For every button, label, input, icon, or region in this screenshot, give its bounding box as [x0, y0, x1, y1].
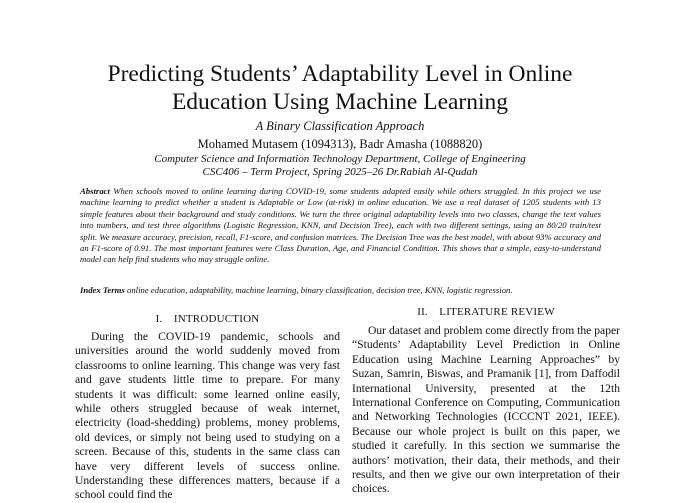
- section-heading-introduction: I. INTRODUCTION: [155, 313, 260, 325]
- title-line-1: Predicting Students’ Adaptability Level in Online: [107, 61, 573, 87]
- title-line-2: Education Using Machine Learning: [171, 89, 509, 115]
- paper-title: [40, 60, 640, 116]
- index-terms: [80, 285, 601, 296]
- index-terms-text: online education, adaptability, machine learning, binary classification, decision tree, KNN, logistic regression.: [124, 285, 513, 295]
- abstract: [80, 186, 601, 266]
- paper-authors: Mohamed Mutasem (1094313), Badr Amasha (1088820): [197, 137, 483, 151]
- introduction-paragraph: During the COVID-19 pandemic, schools and universities around the world suddenly moved from classrooms to online learning. This change was very fast and gave students little time to prepare. For many students it was difficult: some learned online easily, while others struggled because of weak internet, electricity (load-shedding) problems, money problems, old devices, or simply not being used to studying on a screen. Because of this, students in the same class can have very different levels of success online. Understanding these differences matters, because if a school could find the: [75, 330, 340, 502]
- paper-affiliation: [40, 153, 640, 179]
- abstract-label: Abstract: [80, 186, 110, 196]
- affiliation-line-1: Computer Science and Information Technology Department, College of Engineering: [154, 153, 526, 165]
- abstract-text: When schools moved to online learning during COVID-19, some students adapted easily while others struggled. In this project we use machine learning to predict whether a student is Adaptable or Low (at-risk) in online education. We use a real dataset of 1205 students with 13 simple features about their background and study conditions. We turn the three original adaptability levels into two classes, change the text values into numbers, and test three algorithms (Logistic Regression, KNN, and Decision Tree), each with two different settings, using an 80/20 train/test split. We measure accuracy, precision, recall, F1-score, and confusion matrices. The Decision Tree was the best model, with about 93% accuracy and an F1-score of 0.91. The most important features were Class Duration, Age, and Financial Condition. This shows that a simple, easy-to-understand model can help find students who may struggle online.: [80, 186, 601, 265]
- paper-subtitle: A Binary Classification Approach: [255, 119, 425, 133]
- affiliation-line-2: CSC406 – Term Project, Spring 2025–26 Dr.Rabiah Al-Qudah: [202, 166, 478, 178]
- index-terms-label: Index Terms: [80, 285, 125, 295]
- section-heading-literature-review: II. LITERATURE REVIEW: [417, 306, 555, 318]
- literature-review-paragraph: Our dataset and problem come directly from the paper “Students’ Adaptability Level Prediction in Online Education using Machine Learning Approaches” by Suzan, Samrin, Biswas, and Pramanik [1], from Daffodil International University, presented at the 12th International Conference on Computing, Communication and Networking Technologies (ICCCNT 2021, IEEE). Because our whole project is built on this paper, we studied it carefully. In this section we summarise the authors’ motivation, their data, their methods, and their results, and then we give our own interpretation of their choices.: [352, 324, 620, 496]
